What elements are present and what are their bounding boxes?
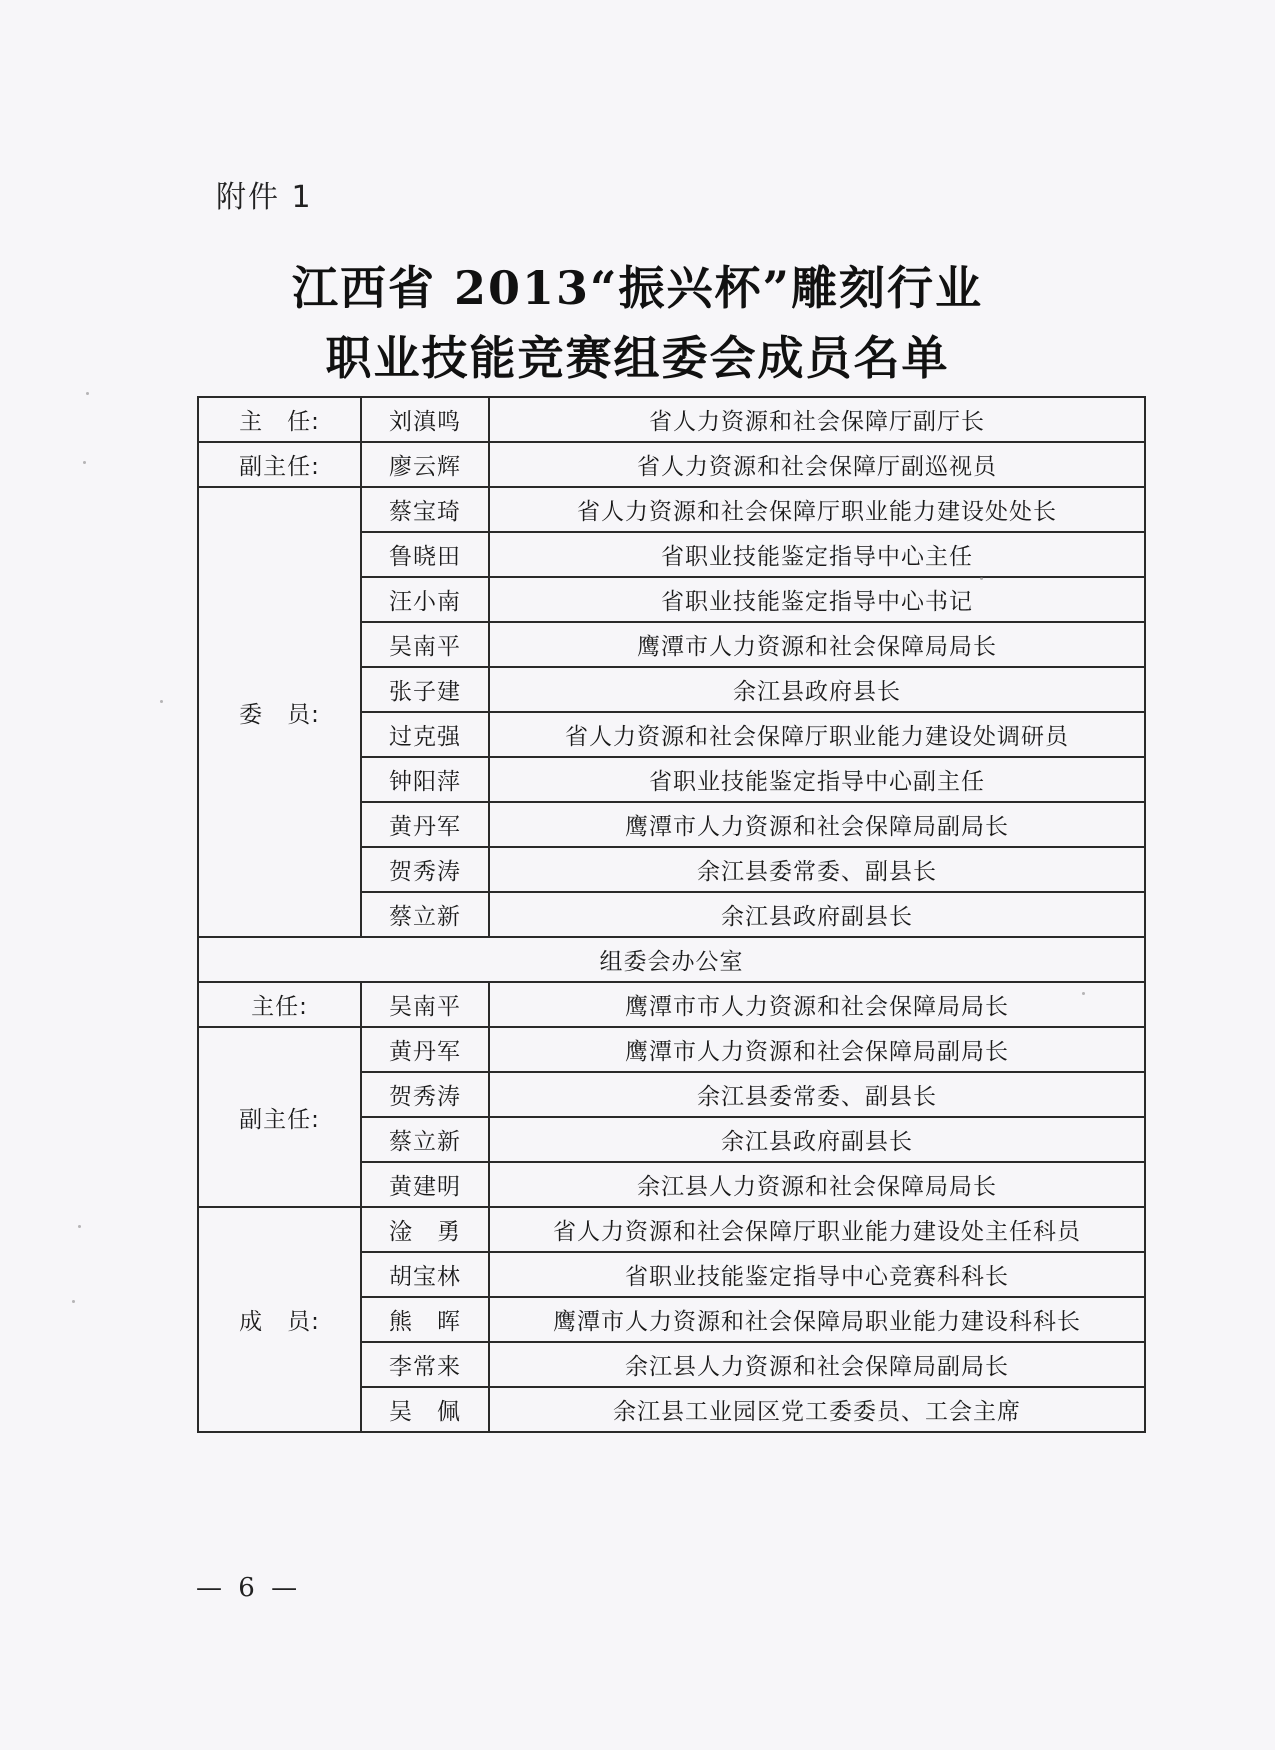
member-position-cell: 余江县委常委、副县长 [489, 847, 1145, 892]
member-name-cell: 李常来 [361, 1342, 489, 1387]
member-name-cell: 刘滇鸣 [361, 397, 489, 442]
table-row [198, 982, 1145, 1027]
scan-speck [72, 1300, 75, 1303]
member-position-cell: 余江县人力资源和社会保障局副局长 [489, 1342, 1145, 1387]
table-row [198, 442, 1145, 487]
page-number: — 6 — [196, 1573, 302, 1603]
attachment-label: 附件 1 [216, 180, 313, 215]
role-cell: 副主任: [198, 1027, 361, 1207]
member-name-cell: 黄丹军 [361, 802, 489, 847]
member-name-cell: 黄丹军 [361, 1027, 489, 1072]
member-name-cell: 汪小南 [361, 577, 489, 622]
member-position-cell: 省人力资源和社会保障厅职业能力建设处调研员 [489, 712, 1145, 757]
office-section-row [198, 937, 1145, 982]
document-title-line2: 职业技能竞赛组委会成员名单 [325, 331, 950, 385]
role-cell: 成 员: [198, 1207, 361, 1432]
member-name-cell: 钟阳萍 [361, 757, 489, 802]
member-position-cell: 余江县政府副县长 [489, 1117, 1145, 1162]
member-position-cell: 省职业技能鉴定指导中心竞赛科科长 [489, 1252, 1145, 1297]
member-position-cell: 省职业技能鉴定指导中心主任 [489, 532, 1145, 577]
scan-speck [83, 461, 86, 464]
role-cell: 主任: [198, 982, 361, 1027]
member-name-cell: 鲁晓田 [361, 532, 489, 577]
member-name-cell: 张子建 [361, 667, 489, 712]
member-name-cell: 蔡宝琦 [361, 487, 489, 532]
member-name-cell: 吴南平 [361, 982, 489, 1027]
member-position-cell: 余江县政府副县长 [489, 892, 1145, 937]
member-name-cell: 廖云辉 [361, 442, 489, 487]
member-name-cell: 吴南平 [361, 622, 489, 667]
member-name-cell: 蔡立新 [361, 1117, 489, 1162]
table-row [198, 1207, 1145, 1252]
scan-speck [980, 577, 983, 580]
role-cell: 委 员: [198, 487, 361, 937]
member-position-cell: 余江县委常委、副县长 [489, 1072, 1145, 1117]
member-name-cell: 蔡立新 [361, 892, 489, 937]
scan-speck [78, 1225, 81, 1228]
member-position-cell: 鹰潭市人力资源和社会保障局副局长 [489, 802, 1145, 847]
document-title-line1: 江西省 2013“振兴杯”雕刻行业 [292, 261, 983, 315]
member-position-cell: 鹰潭市市人力资源和社会保障局局长 [489, 982, 1145, 1027]
member-position-cell: 余江县政府县长 [489, 667, 1145, 712]
table-row [198, 487, 1145, 532]
scan-speck [160, 700, 163, 703]
member-name-cell: 熊 晖 [361, 1297, 489, 1342]
member-name-cell: 吴 佩 [361, 1387, 489, 1432]
member-position-cell: 省人力资源和社会保障厅职业能力建设处处长 [489, 487, 1145, 532]
member-position-cell: 鹰潭市人力资源和社会保障局副局长 [489, 1027, 1145, 1072]
member-position-cell: 余江县人力资源和社会保障局局长 [489, 1162, 1145, 1207]
member-position-cell: 省人力资源和社会保障厅职业能力建设处主任科员 [489, 1207, 1145, 1252]
table-row [198, 1027, 1145, 1072]
member-position-cell: 鹰潭市人力资源和社会保障局局长 [489, 622, 1145, 667]
roster-body [198, 397, 1145, 1432]
member-position-cell: 鹰潭市人力资源和社会保障局职业能力建设科科长 [489, 1297, 1145, 1342]
member-name-cell: 贺秀涛 [361, 847, 489, 892]
committee-roster-table [197, 396, 1146, 1433]
member-position-cell: 省人力资源和社会保障厅副厅长 [489, 397, 1145, 442]
member-name-cell: 黄建明 [361, 1162, 489, 1207]
member-position-cell: 省人力资源和社会保障厅副巡视员 [489, 442, 1145, 487]
scan-speck [86, 392, 89, 395]
member-position-cell: 余江县工业园区党工委委员、工会主席 [489, 1387, 1145, 1432]
table-row [198, 397, 1145, 442]
member-name-cell: 贺秀涛 [361, 1072, 489, 1117]
member-position-cell: 省职业技能鉴定指导中心副主任 [489, 757, 1145, 802]
role-cell: 副主任: [198, 442, 361, 487]
office-section-heading: 组委会办公室 [198, 937, 1145, 982]
member-position-cell: 省职业技能鉴定指导中心书记 [489, 577, 1145, 622]
member-name-cell: 胡宝林 [361, 1252, 489, 1297]
member-name-cell: 淦 勇 [361, 1207, 489, 1252]
role-cell: 主 任: [198, 397, 361, 442]
member-name-cell: 过克强 [361, 712, 489, 757]
scan-speck [1082, 992, 1085, 995]
